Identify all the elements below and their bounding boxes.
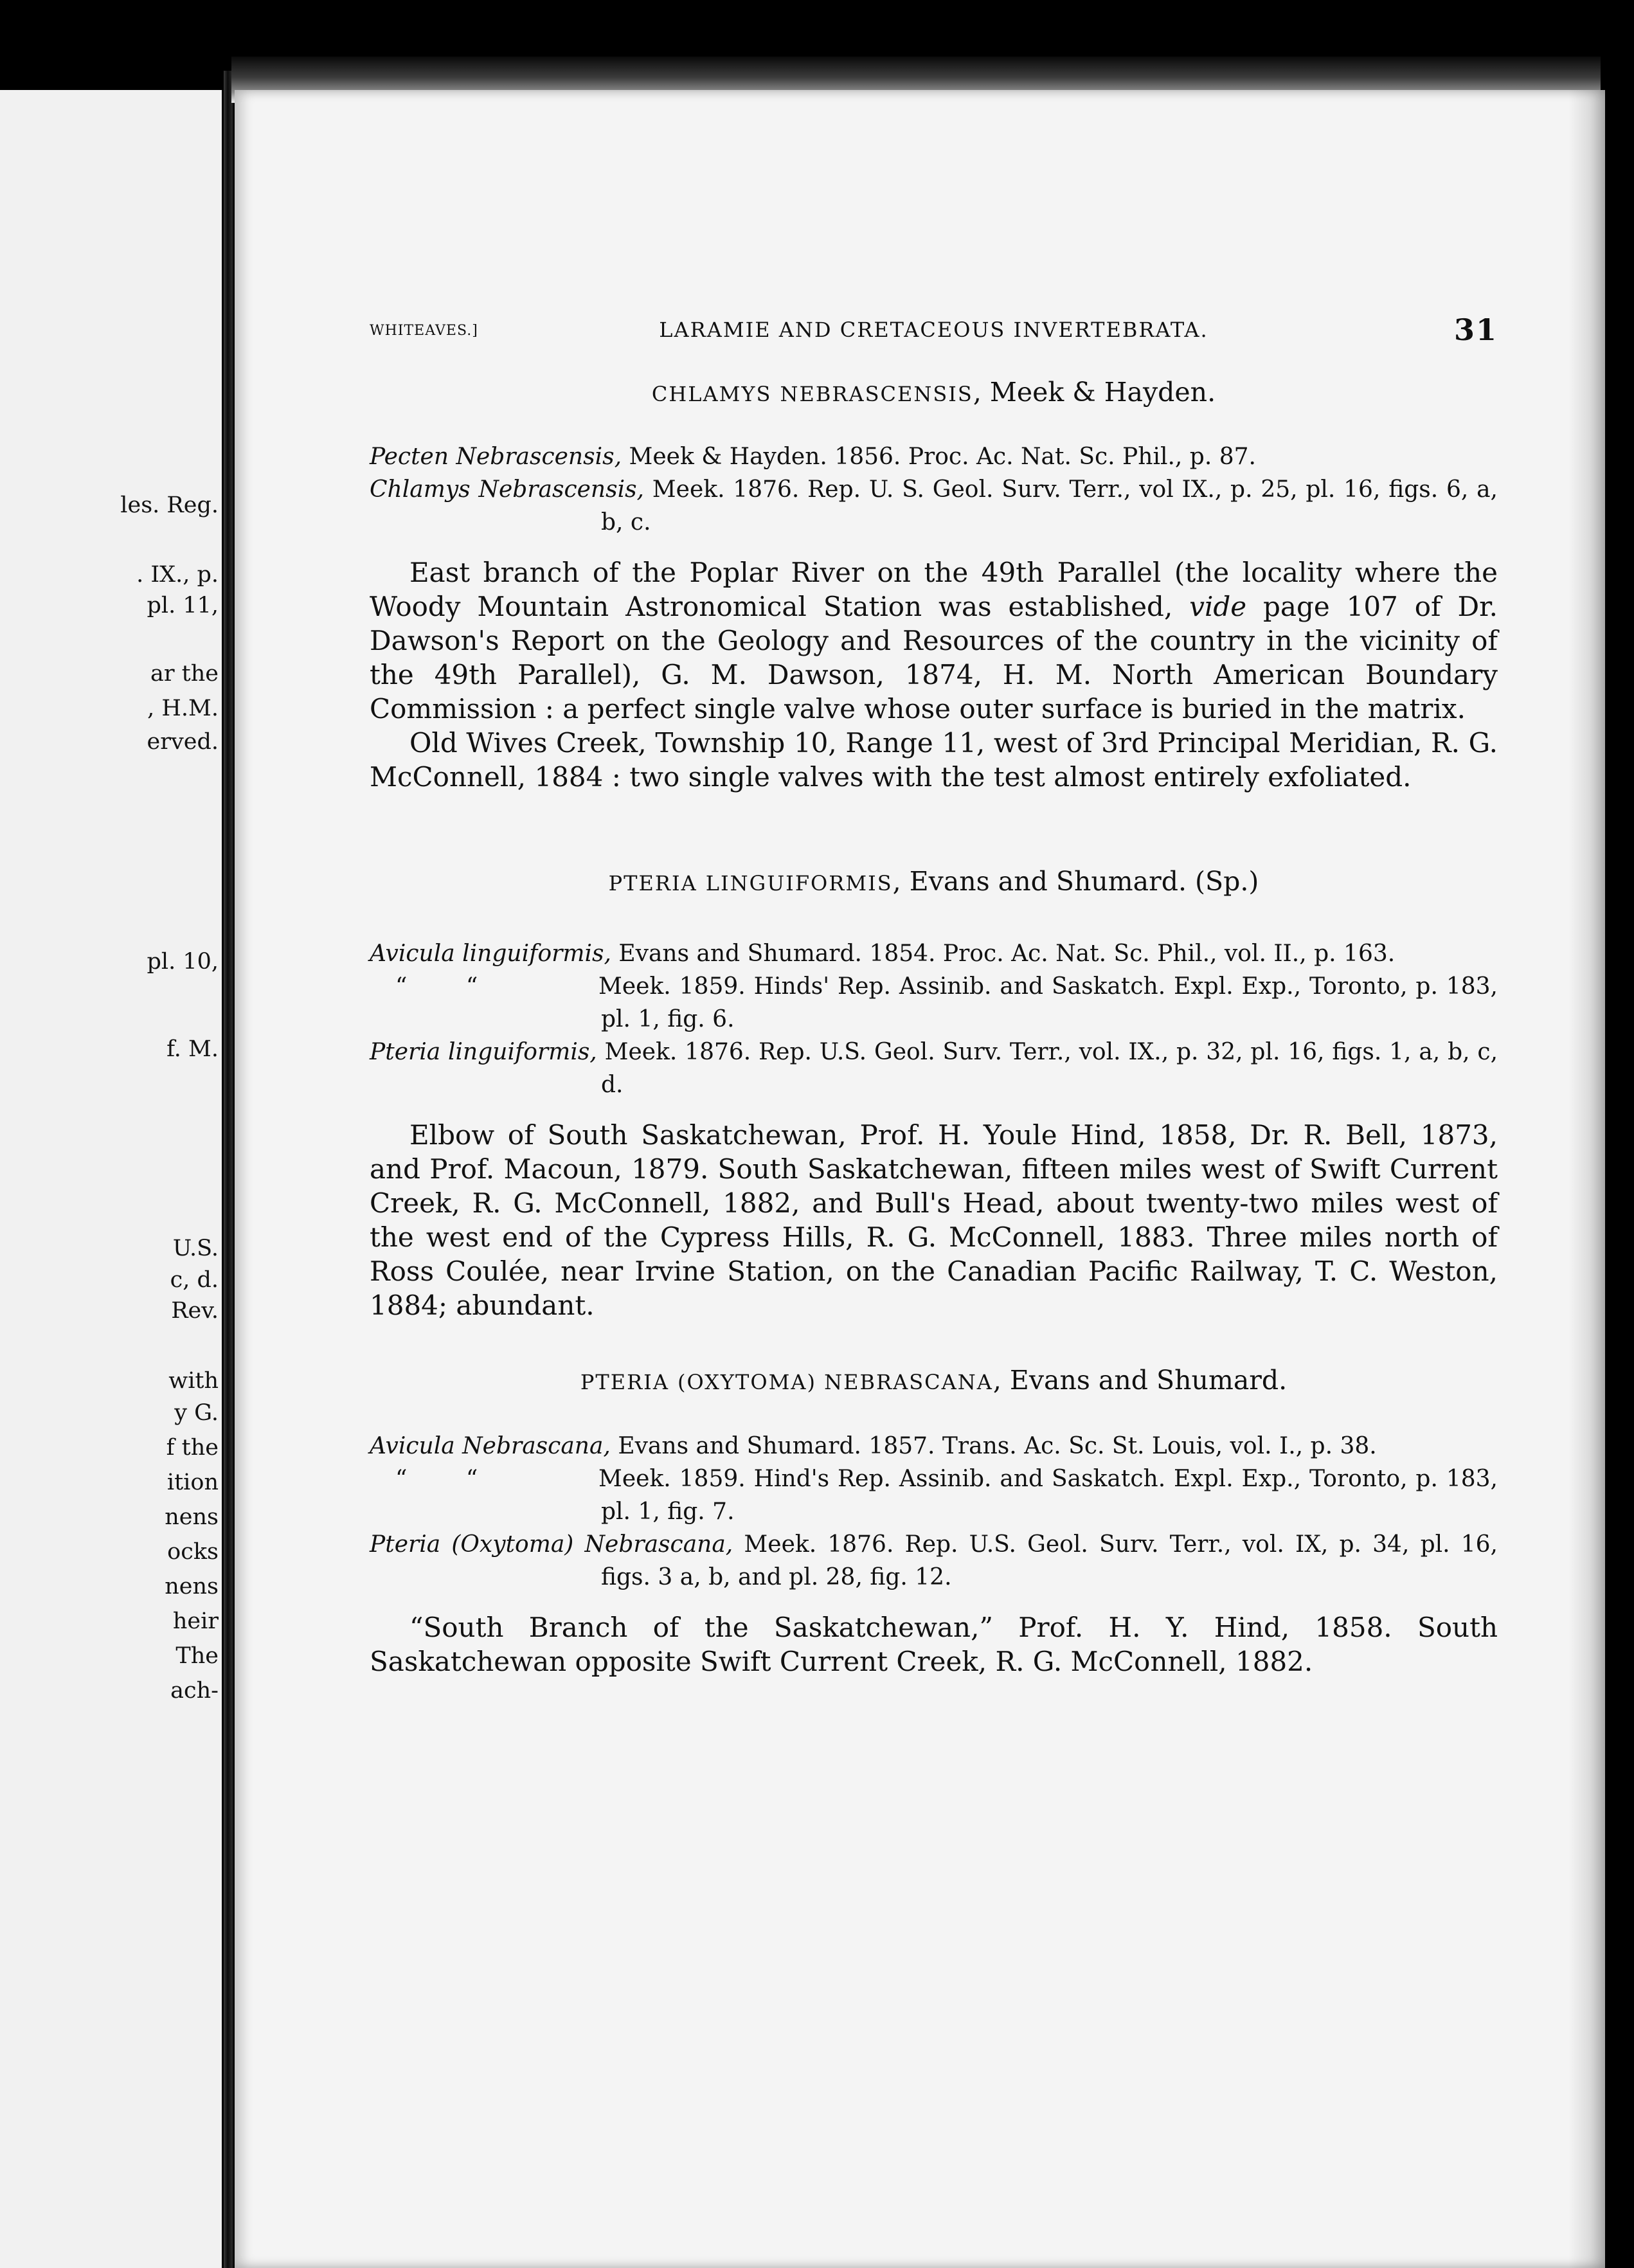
right-edge-shadow <box>1568 90 1607 2268</box>
left-page-text-fragment: pl. 10, <box>147 949 219 975</box>
page-number: 31 <box>1453 312 1498 347</box>
left-page-text-fragment: ition <box>166 1470 219 1495</box>
locality-paragraph <box>370 726 1498 794</box>
synonym-reference: Meek & Hayden. 1856. Proc. Ac. Nat. Sc. Phil., p. 87. <box>622 444 1256 470</box>
species-section <box>370 863 1498 1322</box>
left-page-text-fragment: . IX., p. <box>136 562 219 588</box>
ditto-marks: “ “ <box>395 1466 478 1492</box>
running-head <box>370 312 1498 356</box>
species-author: , Meek & Hayden. <box>973 377 1216 408</box>
synonym-entry <box>370 1462 1498 1528</box>
species-heading <box>370 374 1498 412</box>
left-page-text-fragment: f. M. <box>166 1036 219 1062</box>
paragraph-text: East branch of the Poplar River on the 49th Parallel (the locality where the Woody Mountain Astronomical Station was established, <box>370 557 1498 622</box>
synonym-reference: Meek. 1859. Hind's Rep. Assinib. and Saskatch. Expl. Exp., Toronto, p. 183, pl. 1, fig. 7. <box>598 1466 1498 1525</box>
synonym-entry <box>370 970 1498 1036</box>
synonym-name: Avicula Nebrascana, <box>370 1433 611 1459</box>
right-page <box>235 90 1605 2268</box>
left-page-text-fragment: ar the <box>150 661 219 687</box>
synonym-reference: Meek. 1859. Hinds' Rep. Assinib. and Saskatch. Expl. Exp., Toronto, p. 183, pl. 1, fig. 6. <box>598 973 1498 1032</box>
paragraph-text: “South Branch of the Saskatchewan,” Prof. H. Y. Hind, 1858. South Saskatchewan opposite Swift Current Creek, R. G. McConnell, 1882. <box>370 1612 1498 1677</box>
paragraph-text: Elbow of South Saskatchewan, Prof. H. Youle Hind, 1858, Dr. R. Bell, 1873, and Prof. Macoun, 1879. South Saskatchewan, fifteen miles west of Swift Current Creek, R. G. McConnell, 1882, and Bull's Head, about twenty-two miles west of the west end of the Cypress Hills, R. G. McConnell, 1883. Three miles north of Ross Coulée, near Irvine Station, on the Canadian Pacific Railway, T. C. Weston, 1884; abundant. <box>370 1119 1498 1321</box>
left-page-text-fragment: f the <box>166 1435 219 1461</box>
left-page-text-fragment: nens <box>165 1504 219 1530</box>
page-text <box>370 312 1498 1679</box>
left-page-text-fragment: y G. <box>174 1400 219 1426</box>
synonym-entry <box>370 1036 1498 1101</box>
left-page-text-fragment: heir <box>172 1608 219 1634</box>
synonym-name: Chlamys Nebrascensis, <box>370 476 644 503</box>
synonym-entry <box>370 1430 1498 1462</box>
synonym-reference: Evans and Shumard. 1857. Trans. Ac. Sc. St. Louis, vol. I., p. 38. <box>610 1433 1377 1459</box>
synonym-name: Pteria (Oxytoma) Nebrascana, <box>370 1531 733 1558</box>
synonym-reference: Evans and Shumard. 1854. Proc. Ac. Nat. Sc. Phil., vol. II., p. 163. <box>611 941 1396 967</box>
left-page-text-fragment: pl. 11, <box>147 593 219 618</box>
species-author: , Evans and Shumard. <box>992 1365 1288 1396</box>
running-head-author: WHITEAVES.] <box>370 323 478 339</box>
left-page-text-fragment: ach- <box>170 1678 219 1704</box>
left-page-text-fragment: U.S. <box>172 1236 219 1261</box>
book-spine <box>224 71 233 2268</box>
left-page-text-fragment: c, d. <box>170 1267 219 1293</box>
synonym-name: Pecten Nebrascensis, <box>370 444 622 470</box>
left-page-text-fragment: with <box>168 1368 219 1394</box>
species-genus: PTERIA <box>608 871 697 896</box>
species-trivial: LINGUIFORMIS <box>705 871 893 896</box>
left-page-text-fragment: Rev. <box>171 1298 219 1324</box>
left-page-text-fragment: ocks <box>167 1539 219 1565</box>
left-page-text-fragment: les. Reg. <box>120 492 219 518</box>
species-heading <box>370 1362 1498 1400</box>
species-genus: PTERIA <box>580 1370 669 1394</box>
left-page <box>0 90 222 2268</box>
synonym-reference: Meek. 1876. Rep. U.S. Geol. Surv. Terr., vol. IX., p. 32, pl. 16, figs. 1, a, b, c, d. <box>597 1039 1498 1098</box>
left-page-text-fragment: erved. <box>147 729 219 755</box>
synonym-reference: Meek. 1876. Rep. U.S. Geol. Surv. Terr., vol. IX, p. 34, pl. 16, figs. 3 a, b, and pl. 28, fig. 12. <box>601 1531 1498 1590</box>
paragraph-text: Old Wives Creek, Township 10, Range 11, west of 3rd Principal Meridian, R. G. McConnell, 1884 : two single valves with the test almost entirely exfoliated. <box>370 727 1498 793</box>
ditto-marks: “ “ <box>395 973 478 1000</box>
synonym-entry <box>370 937 1498 970</box>
left-page-text-fragment: The <box>175 1643 219 1669</box>
synonym-reference: Meek. 1876. Rep. U. S. Geol. Surv. Terr., vol IX., p. 25, pl. 16, figs. 6, a, b, c. <box>601 476 1498 536</box>
species-section <box>370 374 1498 794</box>
running-head-title: LARAMIE AND CRETACEOUS INVERTEBRATA. <box>659 318 1208 342</box>
synonym-entry <box>370 440 1498 473</box>
species-author: , Evans and Shumard. (Sp.) <box>892 866 1259 897</box>
synonym-name: Avicula linguiformis, <box>370 941 611 967</box>
left-page-text-fragment: nens <box>165 1574 219 1599</box>
synonymy-list <box>370 440 1498 539</box>
synonym-entry <box>370 473 1498 539</box>
species-trivial: (OXYTOMA) NEBRASCANA <box>677 1370 993 1394</box>
synonym-entry <box>370 1528 1498 1594</box>
species-trivial: NEBRASCENSIS <box>780 382 973 406</box>
species-heading <box>370 863 1498 901</box>
synonymy-list <box>370 937 1498 1101</box>
left-page-text-fragment: , H.M. <box>147 696 219 721</box>
locality-paragraph <box>370 1610 1498 1679</box>
species-genus: CHLAMYS <box>651 382 772 406</box>
species-section <box>370 1362 1498 1679</box>
synonym-name: Pteria linguiformis, <box>370 1039 597 1065</box>
locality-paragraph <box>370 1118 1498 1322</box>
locality-paragraph <box>370 555 1498 726</box>
paragraph-italic: vide <box>1189 591 1247 622</box>
paragraph-text: page 107 of Dr. Dawson's Report on the Geology and Resources of the country in the vicinity of the 49th Parallel), G. M. Dawson, 1874, H. M. North American Boundary Commission : a perfect single valve whose outer surface is buried in the matrix. <box>370 591 1498 724</box>
synonymy-list <box>370 1430 1498 1594</box>
